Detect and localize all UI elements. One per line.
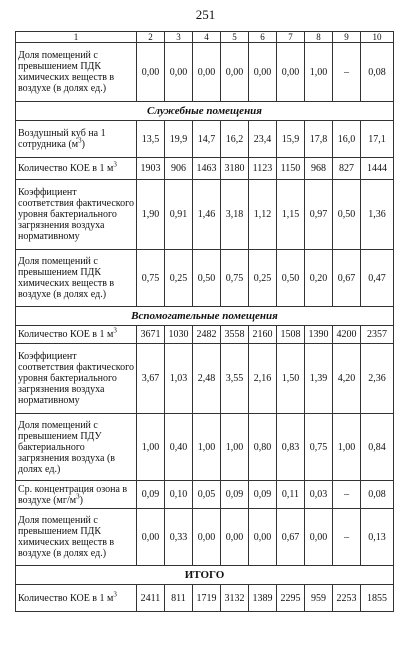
table-row <box>16 250 394 307</box>
value-cell: 3671 <box>137 326 165 344</box>
value-cell: 1030 <box>165 326 193 344</box>
column-header: 3 <box>165 32 193 43</box>
section-heading-row <box>16 307 394 326</box>
value-cell: 4,20 <box>333 344 361 414</box>
value-cell: 2,16 <box>249 344 277 414</box>
value-cell: 19,9 <box>165 121 193 158</box>
value-cell: 0,67 <box>277 509 305 566</box>
column-header: 1 <box>16 32 137 43</box>
value-cell: – <box>333 509 361 566</box>
value-cell: 23,4 <box>249 121 277 158</box>
value-cell: 1,36 <box>361 180 394 250</box>
value-cell: 0,80 <box>249 414 277 481</box>
value-cell: 0,47 <box>361 250 394 307</box>
value-cell: 3132 <box>221 585 249 612</box>
value-cell: 0,00 <box>137 509 165 566</box>
row-label: Воздушный куб на 1 сотрудника $(м^3)$ <box>16 121 137 158</box>
row-label: Ср. концентрация озона в воздухе $(мг/м^3)$ <box>16 481 137 509</box>
value-cell: 1,00 <box>137 414 165 481</box>
row-label: Доля помещений с превышением ПДУ бактериального загрязнения воздуха (в долях ед.) <box>16 414 137 481</box>
value-cell: 1,90 <box>137 180 165 250</box>
section-heading: Вспомогательные помещения <box>16 307 394 326</box>
value-cell: 1,00 <box>333 414 361 481</box>
value-cell: 0,00 <box>221 43 249 102</box>
value-cell: 0,00 <box>137 43 165 102</box>
value-cell: – <box>333 481 361 509</box>
value-cell: 17,1 <box>361 121 394 158</box>
value-cell: 0,09 <box>221 481 249 509</box>
value-cell: 4200 <box>333 326 361 344</box>
value-cell: 13,5 <box>137 121 165 158</box>
value-cell: 0,25 <box>165 250 193 307</box>
section-heading-row <box>16 566 394 585</box>
column-header: 4 <box>193 32 221 43</box>
value-cell: 959 <box>305 585 333 612</box>
value-cell: 1150 <box>277 158 305 180</box>
value-cell: 0,00 <box>277 43 305 102</box>
value-cell: 0,33 <box>165 509 193 566</box>
value-cell: 1390 <box>305 326 333 344</box>
value-cell: 2,48 <box>193 344 221 414</box>
section-heading: ИТОГО <box>16 566 394 585</box>
value-cell: 1,46 <box>193 180 221 250</box>
value-cell: 16,2 <box>221 121 249 158</box>
column-header: 7 <box>277 32 305 43</box>
value-cell: 2411 <box>137 585 165 612</box>
value-cell: 1,03 <box>165 344 193 414</box>
value-cell: 1855 <box>361 585 394 612</box>
value-cell: 1,50 <box>277 344 305 414</box>
table-row <box>16 158 394 180</box>
value-cell: 1,15 <box>277 180 305 250</box>
table-row <box>16 414 394 481</box>
page-number: 251 <box>195 7 216 22</box>
column-header: 9 <box>333 32 361 43</box>
value-cell: 0,11 <box>277 481 305 509</box>
value-cell: 968 <box>305 158 333 180</box>
column-header: 10 <box>361 32 394 43</box>
value-cell: 1903 <box>137 158 165 180</box>
value-cell: 1123 <box>249 158 277 180</box>
value-cell: 0,75 <box>137 250 165 307</box>
value-cell: 0,50 <box>277 250 305 307</box>
value-cell: 3180 <box>221 158 249 180</box>
value-cell: 2253 <box>333 585 361 612</box>
table-row <box>16 481 394 509</box>
row-label: Количество КОЕ в 1 $м^3$ <box>16 158 137 180</box>
value-cell: 0,13 <box>361 509 394 566</box>
value-cell: 17,8 <box>305 121 333 158</box>
value-cell: 1,00 <box>305 43 333 102</box>
value-cell: 1,12 <box>249 180 277 250</box>
value-cell: 2,36 <box>361 344 394 414</box>
value-cell: 0,00 <box>193 43 221 102</box>
value-cell: 0,10 <box>165 481 193 509</box>
value-cell: 0,00 <box>249 43 277 102</box>
table-row <box>16 326 394 344</box>
section-heading-row <box>16 102 394 121</box>
value-cell: 0,09 <box>249 481 277 509</box>
row-label: Доля помещений с превышением ПДК химических веществ в воздухе (в долях ед.) <box>16 43 137 102</box>
value-cell: 2295 <box>277 585 305 612</box>
value-cell: 1,00 <box>221 414 249 481</box>
value-cell: 2160 <box>249 326 277 344</box>
value-cell: 0,09 <box>137 481 165 509</box>
row-label: Доля помещений с превышением ПДК химических веществ в воздухе (в долях ед.) <box>16 250 137 307</box>
value-cell: 1,39 <box>305 344 333 414</box>
value-cell: 0,03 <box>305 481 333 509</box>
row-label: Количество КОЕ в 1 $м^3$ <box>16 585 137 612</box>
value-cell: 0,25 <box>249 250 277 307</box>
value-cell: 0,50 <box>193 250 221 307</box>
value-cell: 0,00 <box>305 509 333 566</box>
table-row <box>16 180 394 250</box>
value-cell: 0,40 <box>165 414 193 481</box>
value-cell: 2482 <box>193 326 221 344</box>
value-cell: 15,9 <box>277 121 305 158</box>
value-cell: 0,67 <box>333 250 361 307</box>
value-cell: 3,18 <box>221 180 249 250</box>
value-cell: – <box>333 43 361 102</box>
value-cell: 16,0 <box>333 121 361 158</box>
section-heading: Служебные помещения <box>16 102 394 121</box>
data-table <box>15 31 394 612</box>
value-cell: 3558 <box>221 326 249 344</box>
row-label: Доля помещений с превышением ПДК химических веществ в воздухе (в долях ед.) <box>16 509 137 566</box>
value-cell: 1463 <box>193 158 221 180</box>
value-cell: 3,55 <box>221 344 249 414</box>
value-cell: 0,84 <box>361 414 394 481</box>
column-header: 8 <box>305 32 333 43</box>
value-cell: 0,75 <box>305 414 333 481</box>
value-cell: 906 <box>165 158 193 180</box>
value-cell: 1389 <box>249 585 277 612</box>
value-cell: 1,00 <box>193 414 221 481</box>
table-row <box>16 585 394 612</box>
table-header-row <box>16 32 394 43</box>
value-cell: 14,7 <box>193 121 221 158</box>
column-header: 5 <box>221 32 249 43</box>
value-cell: 0,00 <box>165 43 193 102</box>
value-cell: 3,67 <box>137 344 165 414</box>
value-cell: 0,00 <box>193 509 221 566</box>
value-cell: 1719 <box>193 585 221 612</box>
value-cell: 0,97 <box>305 180 333 250</box>
column-header: 2 <box>137 32 165 43</box>
value-cell: 1508 <box>277 326 305 344</box>
table-row <box>16 344 394 414</box>
value-cell: 0,08 <box>361 481 394 509</box>
value-cell: 0,50 <box>333 180 361 250</box>
table-row <box>16 509 394 566</box>
table-row <box>16 43 394 102</box>
row-label: Количество КОЕ в 1 $м^3$ <box>16 326 137 344</box>
value-cell: 0,20 <box>305 250 333 307</box>
value-cell: 2357 <box>361 326 394 344</box>
value-cell: 0,91 <box>165 180 193 250</box>
value-cell: 811 <box>165 585 193 612</box>
value-cell: 0,00 <box>249 509 277 566</box>
value-cell: 0,05 <box>193 481 221 509</box>
value-cell: 827 <box>333 158 361 180</box>
row-label: Коэффициент соответствия фактического уровня бактериального загрязнения воздуха нормативному <box>16 344 137 414</box>
value-cell: 0,75 <box>221 250 249 307</box>
column-header: 6 <box>249 32 277 43</box>
value-cell: 0,83 <box>277 414 305 481</box>
value-cell: 1444 <box>361 158 394 180</box>
value-cell: 0,00 <box>221 509 249 566</box>
value-cell: 0,08 <box>361 43 394 102</box>
row-label: Коэффициент соответствия фактического уровня бактериального загрязнения воздуха нормативному <box>16 180 137 250</box>
table-row <box>16 121 394 158</box>
